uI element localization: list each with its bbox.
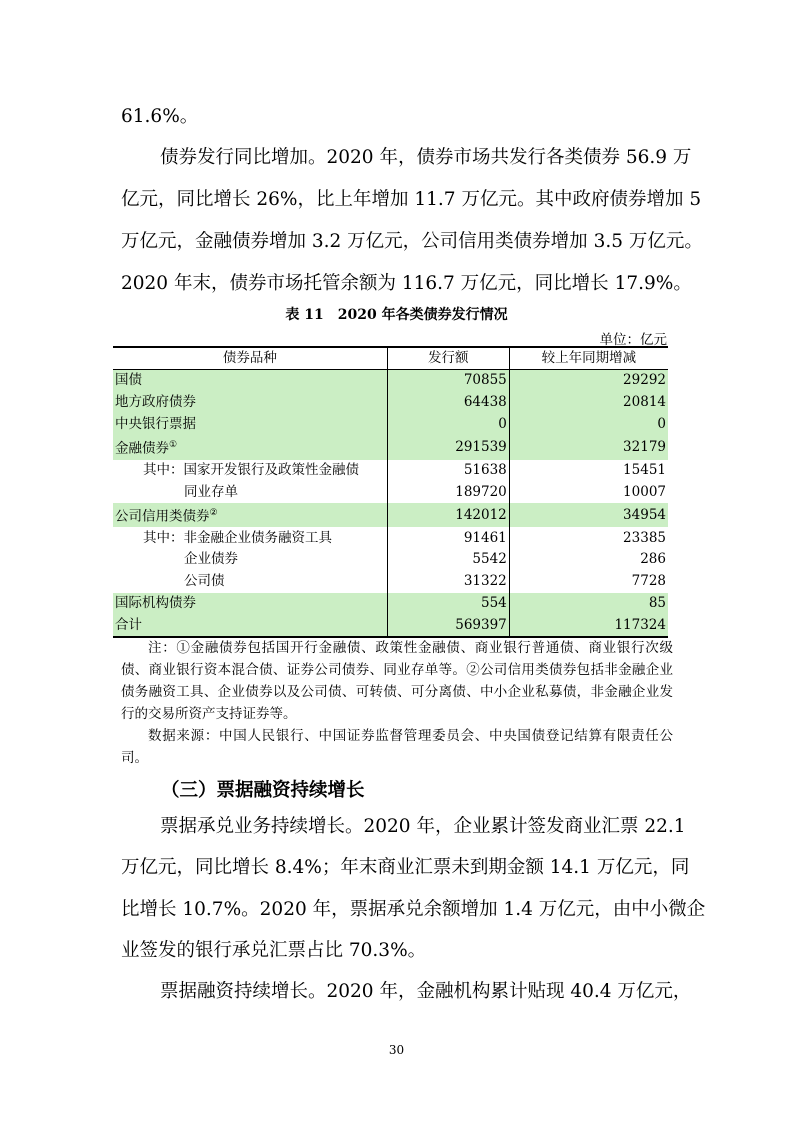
table-row [113, 413, 668, 435]
row-label: 同业存单 [184, 483, 238, 500]
paragraph-line: 比增长 10.7%。2020 年，票据承兑余额增加 1.4 万亿元，由中小微企 [121, 899, 706, 920]
issued-cell: 189720 [387, 481, 509, 503]
table-row [113, 571, 668, 593]
row-label-text: 公司信用类债券 [115, 508, 210, 525]
change-cell: 15451 [509, 460, 668, 482]
change-cell: 117324 [509, 614, 668, 637]
table-row [113, 370, 668, 392]
issued-cell: 31322 [387, 571, 509, 593]
paragraph-line: 万亿元，金融债券增加 3.2 万亿元，公司信用类债券增加 3.5 万亿元。 [121, 231, 703, 252]
table-row [113, 503, 668, 528]
paragraph-line: 票据融资持续增长。2020 年，金融机构累计贴现 40.4 万亿元， [160, 981, 692, 1002]
row-label-text: 金融债券 [115, 440, 169, 457]
table-row-total [113, 614, 668, 637]
data-source: 数据来源：中国人民银行、中国证券监督管理委员会、中央国债登记结算有限责任公司。 [121, 728, 673, 766]
table-row [113, 435, 668, 460]
table-row [113, 527, 668, 549]
table-row [113, 392, 668, 414]
paragraph-line: 票据承兑业务持续增长。2020 年，企业累计签发商业汇票 22.1 [160, 816, 686, 837]
issued-cell: 5542 [387, 549, 509, 571]
row-label: 地方政府债券 [113, 392, 387, 414]
table-row [113, 481, 668, 503]
page-number: 30 [388, 1043, 405, 1057]
row-label [113, 435, 387, 460]
change-cell: 85 [509, 593, 668, 615]
paragraph-line: 2020 年末，债券市场托管余额为 116.7 万亿元，同比增长 17.9%。 [121, 273, 692, 294]
column-header: 债券品种 [113, 347, 387, 370]
issued-cell: 569397 [387, 614, 509, 637]
row-label: 其中：国家开发银行及政策性金融债 [143, 461, 359, 478]
row-label: 其中：非金融企业债务融资工具 [143, 529, 332, 546]
table-row [113, 593, 668, 615]
change-cell: 29292 [509, 370, 668, 392]
table-header-row [113, 347, 668, 370]
row-label: 中央银行票据 [113, 413, 387, 435]
issued-cell: 0 [387, 413, 509, 435]
note-text: 注：①金融债券包括国开行金融债、政策性金融债、商业银行普通债、商业银行次级债、商业银行资本混合债、证券公司债券、同业存单等。②公司信用类债券包括非金融企业债务融资工具、企业债券以及公司债、可转债、可分离债、中小企业私募债，非金融企业发行的交易所资产支持证券等。 [121, 640, 673, 722]
issued-cell: 291539 [387, 435, 509, 460]
footnote-mark: ① [169, 440, 178, 451]
change-cell: 7728 [509, 571, 668, 593]
row-label: 公司债 [184, 573, 225, 590]
paragraph-line: 万亿元，同比增长 8.4%；年末商业汇票未到期金额 14.1 万亿元，同 [121, 857, 690, 878]
change-cell: 286 [509, 549, 668, 571]
change-cell: 34954 [509, 503, 668, 528]
table-unit: 单位：亿元 [599, 332, 667, 348]
change-cell: 20814 [509, 392, 668, 414]
issued-cell: 554 [387, 593, 509, 615]
row-label: 国际机构债券 [113, 593, 387, 615]
table-title: 表 11 2020 年各类债券发行情况 [285, 307, 508, 323]
footnote-mark: ② [209, 507, 218, 518]
issued-cell: 91461 [387, 527, 509, 549]
table-row [113, 549, 668, 571]
paragraph-line: 亿元，同比增长 26%，比上年增加 11.7 万亿元。其中政府债券增加 5 [121, 189, 702, 210]
issued-cell: 70855 [387, 370, 509, 392]
bond-issuance-table [113, 346, 668, 638]
change-cell: 10007 [509, 481, 668, 503]
row-label [113, 503, 387, 528]
issued-cell: 51638 [387, 460, 509, 482]
column-header: 较上年同期增减 [509, 347, 668, 370]
change-cell: 23385 [509, 527, 668, 549]
paragraph-line: 61.6%。 [121, 106, 199, 127]
section-heading: （三）票据融资持续增长 [161, 780, 365, 801]
row-label: 企业债券 [184, 551, 238, 568]
change-cell: 0 [509, 413, 668, 435]
paragraph-line: 债券发行同比增加。2020 年，债券市场共发行各类债券 56.9 万 [160, 147, 692, 168]
issued-cell: 64438 [387, 392, 509, 414]
paragraph-line: 业签发的银行承兑汇票占比 70.3%。 [121, 940, 427, 961]
table-row [113, 460, 668, 482]
change-cell: 32179 [509, 435, 668, 460]
row-label: 合计 [113, 614, 387, 637]
column-header: 发行额 [387, 347, 509, 370]
table-notes [121, 637, 673, 769]
row-label: 国债 [113, 370, 387, 392]
issued-cell: 142012 [387, 503, 509, 528]
